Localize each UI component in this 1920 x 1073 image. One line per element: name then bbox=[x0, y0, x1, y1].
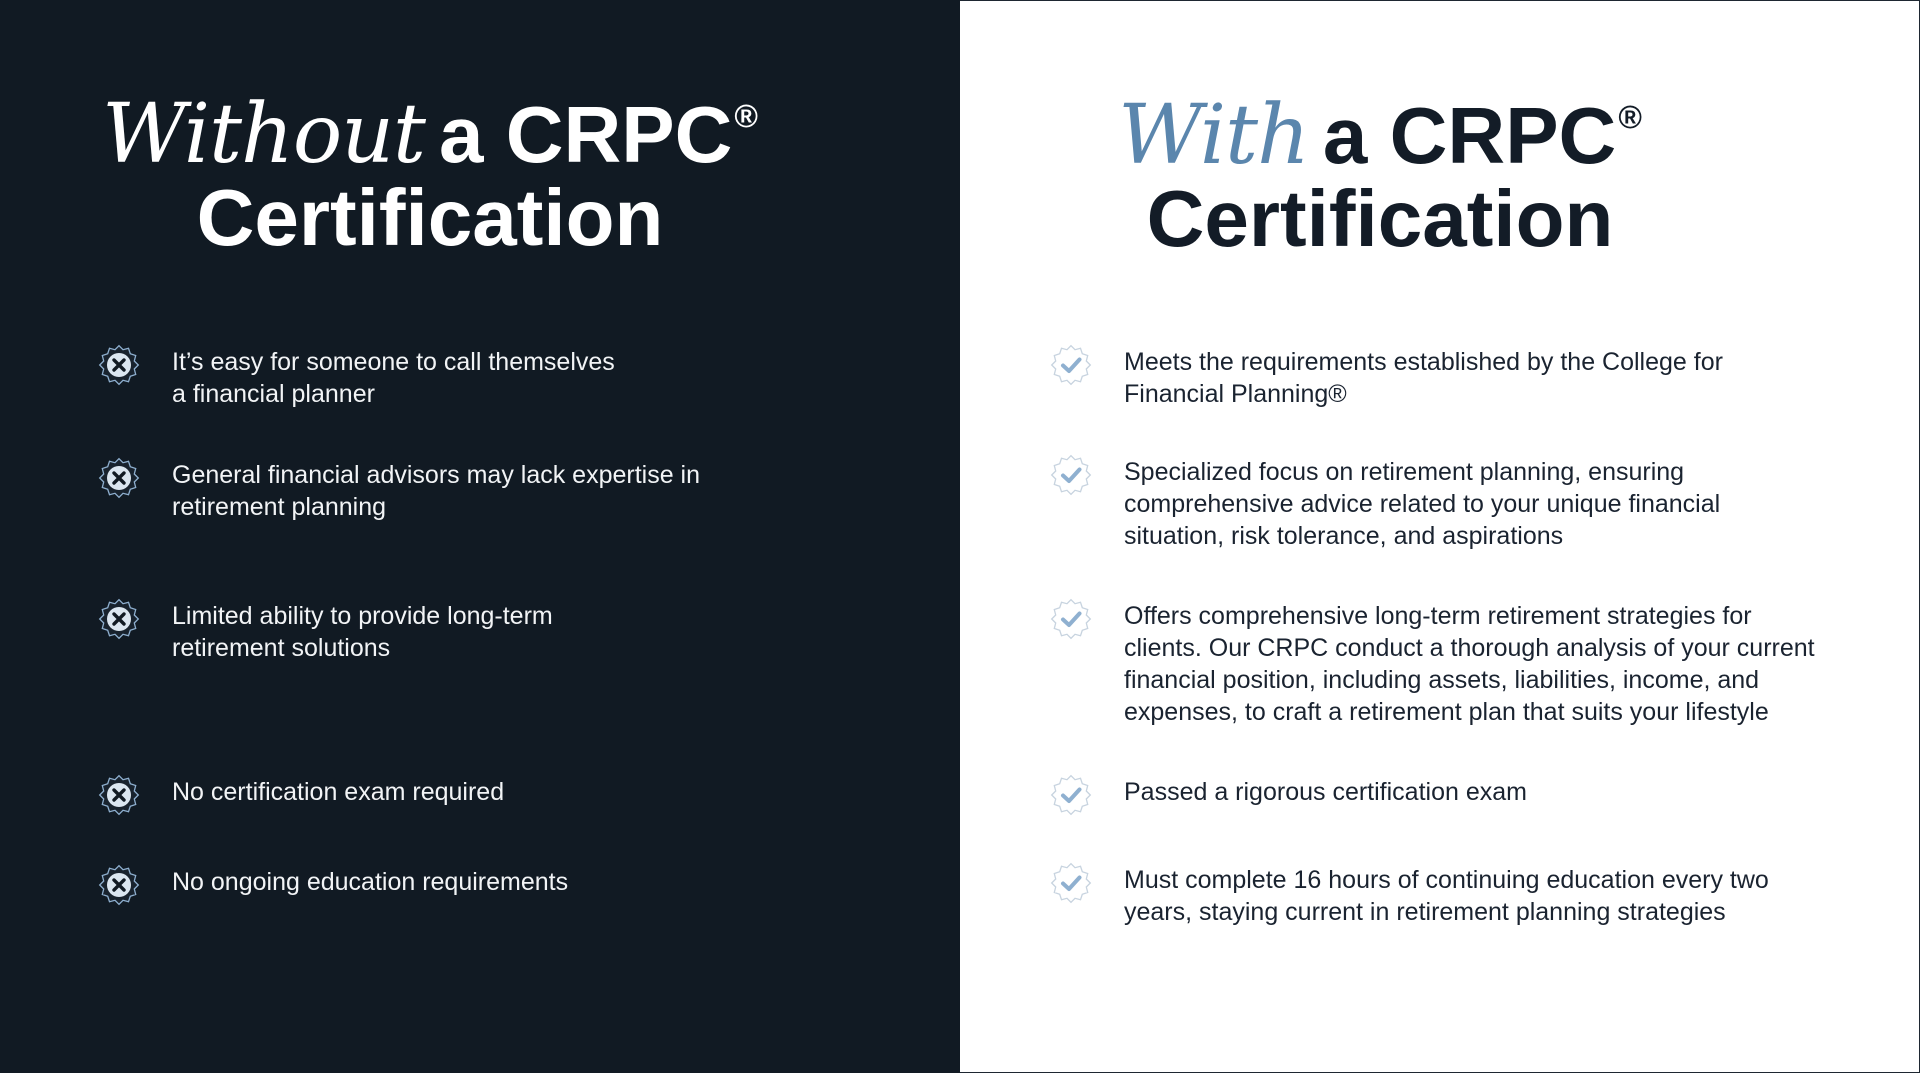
x-badge-icon bbox=[96, 455, 142, 501]
check-badge-icon bbox=[1048, 452, 1094, 498]
without-item-text: No certification exam required bbox=[172, 778, 505, 806]
x-badge-icon bbox=[96, 862, 142, 908]
without-item-text: It’s easy for someone to call themselves a financial planner bbox=[172, 348, 615, 408]
with-item-text: Must complete 16 hours of continuing education every two years, staying current in retirement planning strategies bbox=[1124, 866, 1769, 926]
without-heading-rest: a CRPC bbox=[438, 90, 733, 179]
with-item-text: Specialized focus on retirement planning, ensuring comprehensive advice related to your unique financial situation, risk tolerance, and aspirations bbox=[1124, 458, 1721, 550]
without-heading-line2: Certification bbox=[196, 173, 664, 262]
without-item-text: General financial advisors may lack expertise in retirement planning bbox=[172, 461, 701, 521]
with-heading bbox=[1100, 88, 1660, 263]
without-item-1 bbox=[96, 342, 615, 410]
with-heading-line2: Certification bbox=[1146, 174, 1614, 263]
with-heading-accent: With bbox=[1118, 88, 1309, 183]
without-item-5 bbox=[96, 862, 568, 908]
without-heading bbox=[0, 87, 860, 262]
x-badge-icon bbox=[96, 596, 142, 642]
with-item-4 bbox=[1048, 772, 1527, 818]
without-heading-reg: ® bbox=[734, 98, 758, 134]
check-badge-icon bbox=[1048, 772, 1094, 818]
x-badge-icon bbox=[96, 342, 142, 388]
without-item-text: No ongoing education requirements bbox=[172, 868, 569, 896]
without-item-3 bbox=[96, 596, 553, 664]
with-item-3 bbox=[1048, 596, 1815, 728]
with-item-2 bbox=[1048, 452, 1720, 552]
without-item-text: Limited ability to provide long-term retirement solutions bbox=[172, 602, 553, 662]
with-heading-rest: a CRPC bbox=[1322, 91, 1617, 180]
with-item-text: Meets the requirements established by the College for Financial Planning® bbox=[1124, 348, 1723, 408]
x-badge-icon bbox=[96, 772, 142, 818]
check-badge-icon bbox=[1048, 860, 1094, 906]
with-item-1 bbox=[1048, 342, 1723, 410]
without-heading-accent: Without bbox=[102, 87, 425, 182]
with-item-5 bbox=[1048, 860, 1769, 928]
with-heading-reg: ® bbox=[1618, 99, 1642, 135]
without-item-4 bbox=[96, 772, 504, 818]
with-item-text: Passed a rigorous certification exam bbox=[1124, 778, 1527, 806]
with-item-text: Offers comprehensive long-term retirement strategies for clients. Our CRPC conduct a thorough analysis of your current financial position, including assets, liabilities, income, and expenses, to craft a retirement plan that suits your lifestyle bbox=[1124, 602, 1815, 726]
check-badge-icon bbox=[1048, 596, 1094, 642]
without-item-2 bbox=[96, 455, 700, 523]
check-badge-icon bbox=[1048, 342, 1094, 388]
